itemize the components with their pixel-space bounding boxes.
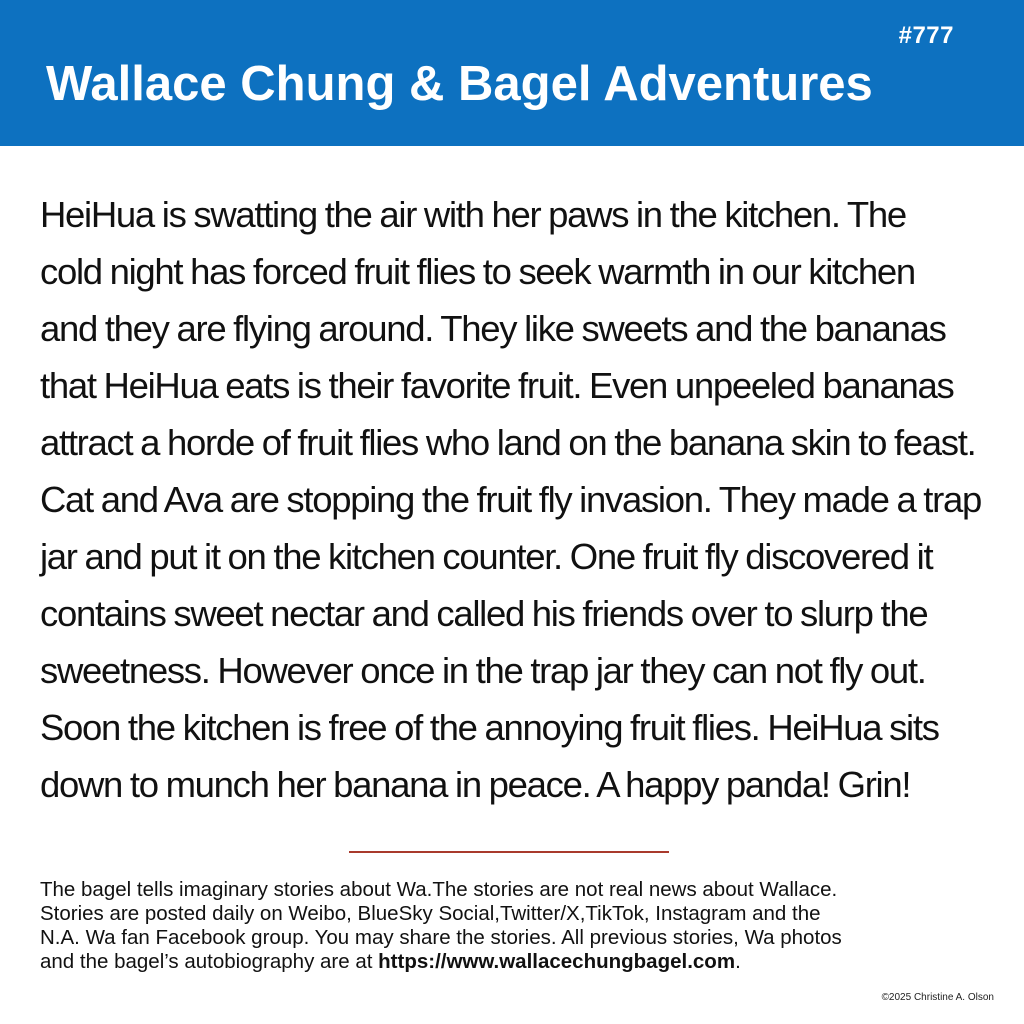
copyright-notice: ©2025 Christine A. Olson [881, 992, 994, 1003]
issue-number: #777 [898, 22, 954, 49]
header-banner [0, 0, 1024, 146]
story-line: contains sweet nectar and called his friends over to slurp the [40, 593, 928, 634]
section-divider [349, 851, 669, 853]
footer-note [40, 878, 1000, 974]
story-line: cold night has forced fruit flies to seek warmth in our kitchen [40, 251, 915, 292]
story-text [40, 186, 1005, 813]
story-line: Cat and Ava are stopping the fruit fly invasion. They made a trap [40, 479, 981, 520]
footer-text: and the bagel’s autobiography are at [40, 950, 379, 973]
footer-line: N.A. Wa fan Facebook group. You may share the stories. All previous stories, Wa photos [40, 926, 842, 949]
story-line: HeiHua is swatting the air with her paws in the kitchen. The [40, 194, 906, 235]
story-line: that HeiHua eats is their favorite fruit. Even unpeeled bananas [40, 365, 954, 406]
footer-line-last [40, 950, 1000, 974]
story-line: attract a horde of fruit flies who land on the banana skin to feast. [40, 422, 976, 463]
story-line: down to munch her banana in peace. A happy panda! Grin! [40, 764, 911, 805]
footer-line: Stories are posted daily on Weibo, BlueSky Social,Twitter/X,TikTok, Instagram and the [40, 902, 821, 925]
website-link[interactable]: https://www.wallacechungbagel.com [378, 950, 736, 973]
footer-line: The bagel tells imaginary stories about Wa.The stories are not real news about Wallace. [40, 878, 838, 901]
story-line: sweetness. However once in the trap jar they can not fly out. [40, 650, 926, 691]
story-line: jar and put it on the kitchen counter. One fruit fly discovered it [40, 536, 933, 577]
story-line: and they are flying around. They like sweets and the bananas [40, 308, 946, 349]
footer-period: . [735, 950, 741, 973]
story-line: Soon the kitchen is free of the annoying fruit flies. HeiHua sits [40, 707, 939, 748]
page-title: Wallace Chung & Bagel Adventures [46, 57, 873, 111]
